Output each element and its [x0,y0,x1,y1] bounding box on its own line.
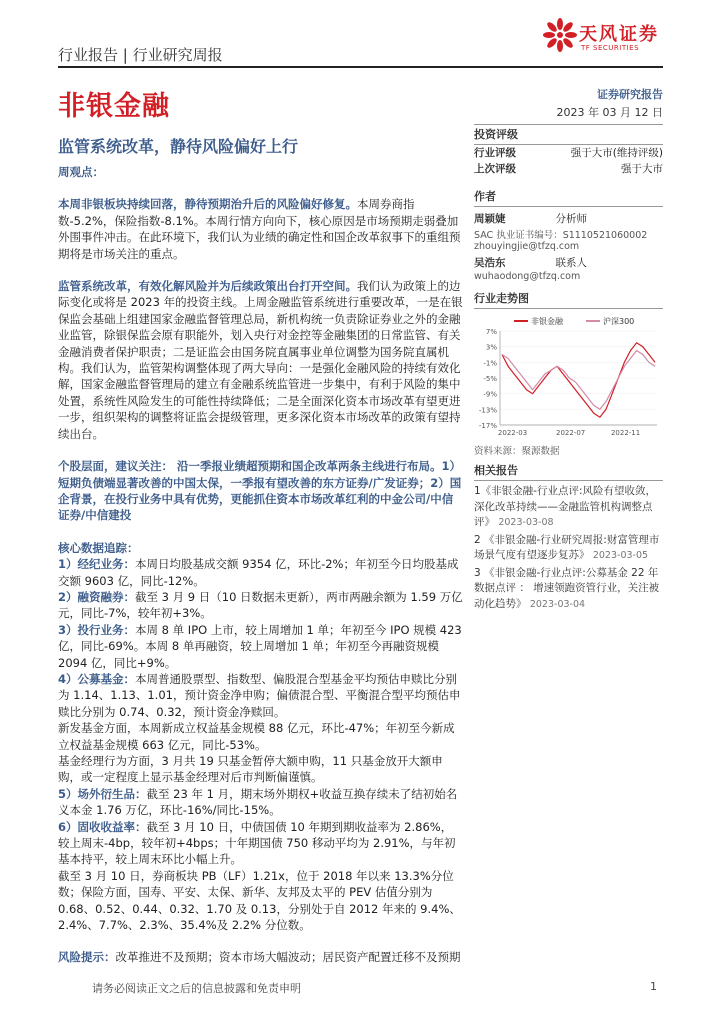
core-item-2 [58,589,463,622]
related-date: 2023-03-05 [592,550,649,561]
item-text: 截至 3 月 9 日（10 日数据未更新），两市两融余额为 1.59 万亿元，同比-7%，较年初+3%。 [58,589,463,621]
industry-rating-label: 行业评级 [474,147,516,159]
author-name: 周颖婕 [474,213,506,225]
item-label: 1）经纪业务： [58,557,136,572]
item-text: 本周普通股票型、指数型、偏股混合型基金平均预估申赎比分别为 1.14、1.13、1.01，预计资金净申购；偏债混合型、平衡混合型平均预估申赎比分别为 0.74、0.32，预计资金净赎回。 [58,671,461,719]
trend-block [474,290,663,457]
item-label: 5）场外衍生品： [58,786,147,801]
author-heading: 作者 [474,188,663,207]
paragraph-2 [58,278,463,442]
main-content [58,164,463,966]
related-item-3[interactable] [474,566,663,613]
related-date: 2023-03-08 [498,517,554,528]
report-type: 证券研究报告 [597,88,663,101]
industry-rating-value: 强于大市(维持评级) [570,147,663,159]
item-label: 6）固收收益率： [58,819,147,834]
logo-icon [543,18,577,52]
p2-body: 我们认为政策上的边际变化或将是 2023 年的投资主线。上周金融监管系统进行重要改革，一是在银保监会基础上组建国家金融监督管理总局，新机构统一负责除证券业之外的金融业监管，除银保监会原有职能外，划入央行对金控等金融集团的日常监管、有关金融消费者保护职责；二是证监会由国务院直属事业单位调整为国务院直属机构。我们认为，监管架构调整体现了两大导向：一是强化金融风险的持续有效化解，国家金融监督管理局的建立有金融系统监管进一步集中，有利于风险的集中处置，系统性风险发生的可能性持续降低；二是全面深化资本市场改革有望更进一步，组织架构的调整将证监会提级管理，更多深化资本市场改革的政策有望持续出台。 [58,279,463,441]
author-email[interactable]: wuhaodong@tfzq.com [474,271,581,282]
p2-lead: 监管系统改革，有效化解风险并为后续政策出台打开空间。 [58,279,357,294]
item-label: 3）投行业务： [58,622,136,637]
related-date: 2023-03-04 [529,598,586,610]
item-text: 本周日均股基成交额 9354 亿，环比-2%；年初至今日均股基成交额 9603 亿，同比-12%。 [58,557,459,588]
core-item-6 [58,819,463,868]
author-1 [474,211,663,227]
core-item-1 [58,556,463,589]
risk-paragraph [58,949,463,965]
related-block [474,462,663,612]
y-tick-label: -9% [483,390,497,399]
report-title: 监管系统改革，静待风险偏好上行 [58,137,299,156]
p1-lead: 本周非银板块持续回落，静待预期治升后的风险偏好修复。 [58,197,357,212]
x-tick-label: 2022-03 [497,429,528,437]
prev-rating-value: 强于大市 [621,163,663,175]
logo-name-en: TF SECURITIES [581,44,640,52]
trend-chart [474,313,663,441]
y-tick-label: -5% [483,375,497,383]
legend-label: 非银金融 [531,317,563,326]
risk-text: 改革推进不及预期；资本市场大幅波动；居民资产配置迁移不及预期 [115,950,461,965]
company-logo [543,16,663,56]
legend-label: 沪深300 [603,317,635,326]
author-email[interactable]: zhouyingjie@tfzq.com [474,241,580,252]
author-2 [474,255,663,271]
core-item-4b: 新发基金方面，本周新成立权益基金规模 88 亿元，环比-47%；年初至今新成立权益基金规模 663 亿元，同比-53%。 [58,721,455,752]
related-item-2[interactable] [474,533,663,564]
risk-label: 风险提示： [58,950,116,965]
core-item-5 [58,786,463,819]
related-text[interactable]: 1《非银金融-行业点评:风险有望收敛，深化改革持续——金融监管机构调整点评》 [474,485,657,528]
sector-title: 非银金融 [58,91,170,122]
page-number: 1 [650,980,657,993]
related-heading: 相关报告 [474,462,663,481]
author-role: 联系人 [555,257,587,269]
item-label: 2）融资融券： [58,589,136,604]
y-tick-label: 7% [485,328,497,336]
y-tick-label: 3% [485,343,497,352]
item-text: 截至 23 年 1 月，期末场外期权+收益互换存续未了结初始名义本金 1.76 万亿，环比-16%/同比-15%。 [58,786,458,818]
item-text: 截至 3 月 10 日，中债国债 10 年期到期收益率为 2.86%，较上周末-4bp，较年初+4bps；十年期国债 750 移动平均为 2.91%，与年初基本持平，较上周末环比小幅上升。 [58,819,456,867]
core-data-heading: 核心数据追踪： [58,540,139,555]
report-date: 2023 年 03 月 12 日 [556,106,663,119]
related-text[interactable]: 2 《非银金融-行业研究周报:财富管理市场景气度有望逐步复苏》 [474,533,660,561]
sidebar-top-rule [474,124,663,125]
x-tick-label: 2022-11 [610,429,641,437]
p1-body: 本周券商指数-5.2%，保险指数-8.1%。本周行情方向向下，核心原因是市场预期走弱叠加外围事件冲击。在此环境下，我们认为业绩的确定性和国企改革叙事下的重组预期将是市场关注的重点。 [58,197,461,261]
related-item-1[interactable] [474,484,663,531]
core-item-4 [58,671,463,720]
paragraph-1 [58,196,463,262]
x-tick-label: 2022-07 [556,429,586,437]
rating-block [474,126,663,177]
core-item-4c: 基金经理行为方面，3 月共 19 只基金暂停大额申购，11 只基金放开大额申购，或一定程度上显示基金经理对后市判断偏谨慎。 [58,754,443,785]
item-text: 本周 8 单 IPO 上市，较上周增加 1 单；年初至今 IPO 规模 423 亿，同比-69%。本周 8 单再融资，较上周增加 1 单；年初至今再融资规模 2094 亿，同比+9%。 [58,622,462,670]
author-block [474,188,663,282]
header-rule [58,66,663,68]
rating-heading: 投资评级 [474,126,663,145]
prev-rating-label: 上次评级 [474,163,516,175]
prev-rating-row [474,161,663,177]
author-role: 分析师 [555,213,587,225]
related-text[interactable]: 3 《非银金融-行业点评:公募基金 22 年数据点评 ： 增速领跑资管行业，关注被动化趋势》 [474,566,660,610]
author-sac: SAC 执业证书编号：S1110521060002 [474,230,648,241]
doc-type: 行业报告 | 行业研究周报 [58,46,223,64]
core-item-6b: 截至 3 月 10 日，券商板块 PB（LF）1.21x，位于 2018 年以来 13.3%分位数；保险方面，国寿、平安、太保、新华、友邦及太平的 PEV 估值分别为 0.68、0.52、0.44、0.32、1.70 及 0.13，分别处于自 2012 年来的 9.4%、2.4%、7.7%、2.3%、35.4%及 2.2% 分位数。 [58,868,461,933]
industry-rating-row [474,145,663,161]
footer-disclaimer: 请务必阅读正文之后的信息披露和免责申明 [92,982,301,995]
item-label: 4）公募基金： [58,671,136,686]
y-tick-label: -1% [483,359,497,368]
y-tick-label: -17% [478,422,497,430]
core-item-3 [58,622,463,671]
author-name: 吴浩东 [474,257,506,269]
series-line-hs300 [502,351,655,410]
weekly-view-heading: 周观点： [58,165,104,179]
y-tick-label: -13% [478,406,497,415]
logo-name-cn: 天风证券 [579,24,659,45]
trend-heading: 行业走势图 [474,290,663,309]
chart-source: 资料来源：聚源数据 [474,446,560,457]
paragraph-3: 个股层面，建议关注： 沿一季报业绩超预期和国企改革两条主线进行布局。1）短期负债端显著改善的中国太保，一季报有望改善的东方证券/广发证券；2）国企背景，在投行业务中具有优势，更能抓住资本市场改革红利的中金公司/中信证券/中信建投 [58,459,462,523]
